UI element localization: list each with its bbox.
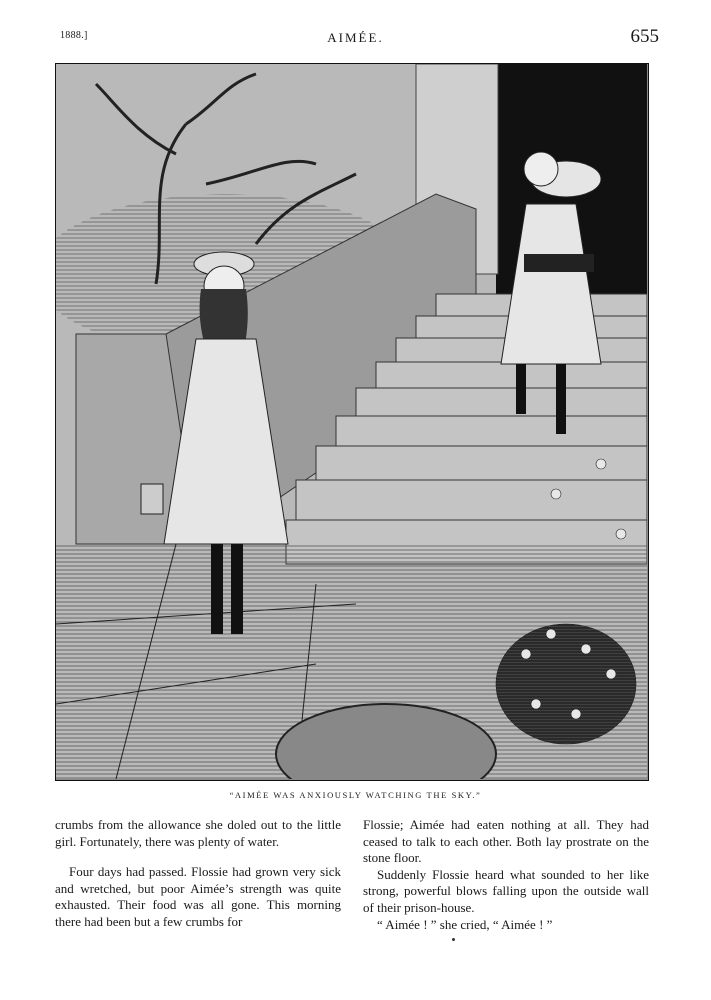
paragraph: Four days had passed. Flossie had grown very sick and wretched, but poor Aimée’s strength was quite exhausted. Their food was all gone. This morning there had been but a few crumbs for	[55, 864, 341, 929]
running-head	[0, 0, 711, 60]
header-date: 1888.]	[60, 30, 88, 41]
engraving-illustration	[55, 63, 649, 781]
paragraph: Flossie; Aimée had eaten nothing at all. They had ceased to talk to each other. Both lay prostrate on the stone floor.	[363, 817, 649, 866]
right-column	[363, 817, 649, 937]
figure-caption: “AIMÉE WAS ANXIOUSLY WATCHING THE SKY.”	[229, 790, 482, 800]
ornament-dot	[452, 938, 455, 941]
page-number: 655	[630, 26, 659, 47]
left-column	[55, 817, 341, 937]
engraving-drawing	[56, 64, 647, 779]
header-title: AIMÉE.	[327, 30, 384, 45]
paragraph: crumbs from the allowance she doled out to the little girl. Fortunately, there was plenty of water.	[55, 817, 341, 849]
paragraph: Suddenly Flossie heard what sounded to her like strong, powerful blows falling upon the outside wall of their prison-house.	[363, 866, 649, 915]
paragraph: “ Aimée ! ” she cried, “ Aimée ! ”	[377, 916, 553, 932]
body-text	[55, 817, 649, 937]
